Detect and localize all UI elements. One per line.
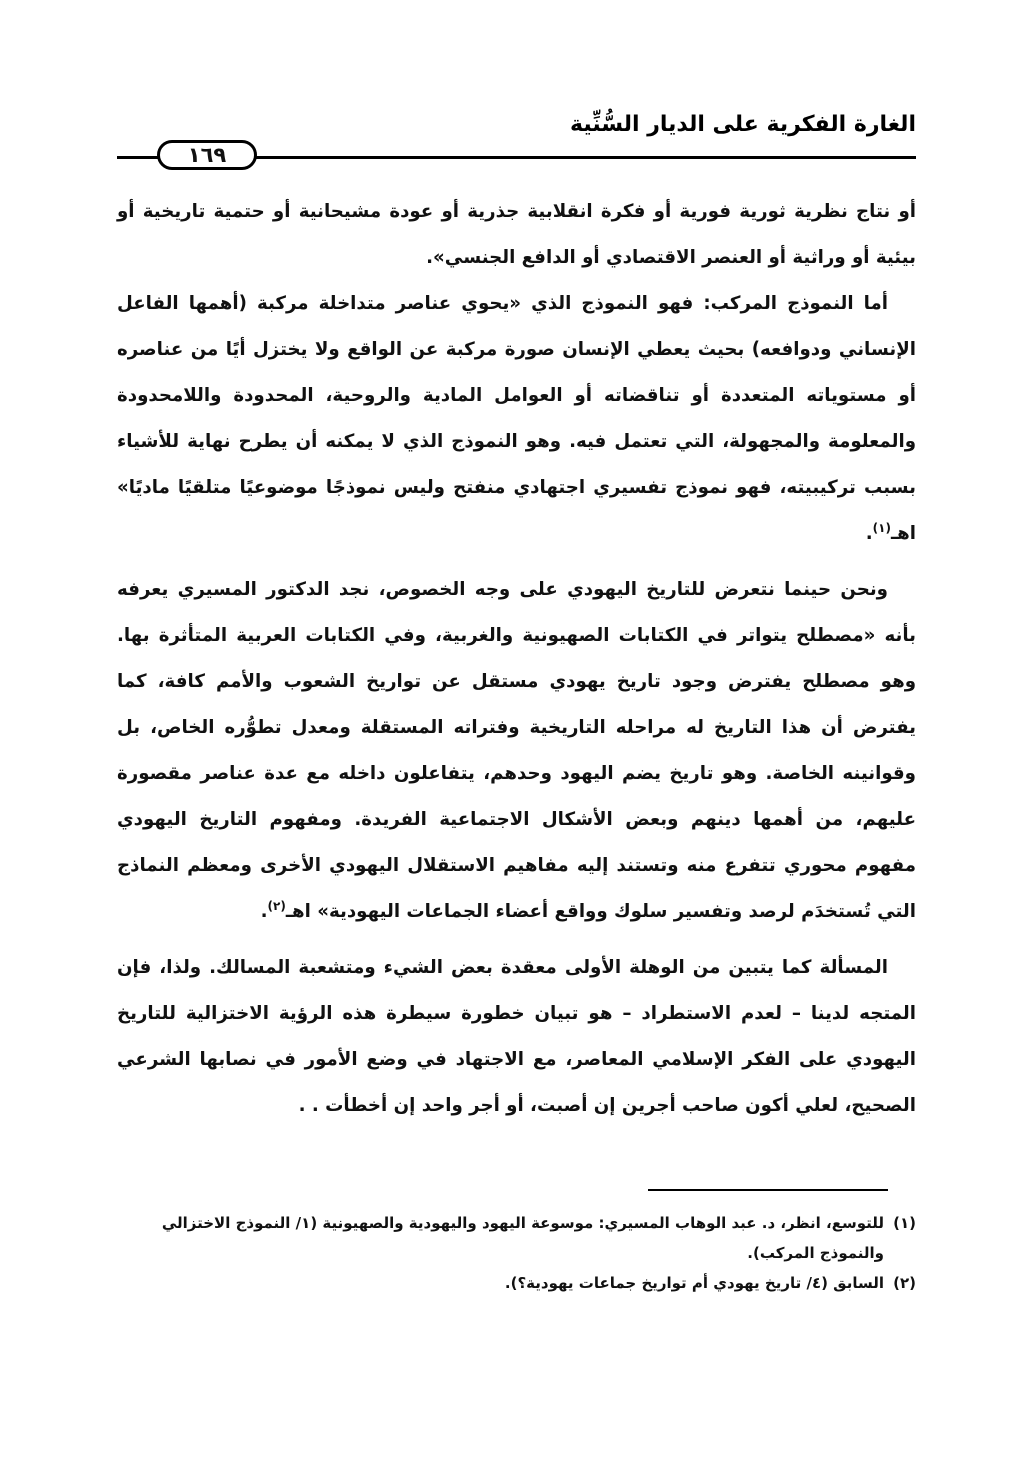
footnote-number: (٢) [893,1274,916,1292]
footnote-text: للتوسع، انظر، د. عبد الوهاب المسيري: موسوعة اليهود واليهودية والصهيونية (١/ النموذج الاختزالي والنموذج المركب). [161,1214,884,1262]
paragraph-4: المسألة كما يتبين من الوهلة الأولى معقدة بعض الشيء ومتشعبة المسالك. ولذا، فإن المتجه لدينا – لعدم الاستطراد – هو تبيان خطورة سيطرة هذه الرؤية الاختزالية للتاريخ اليهودي على الفكر الإسلامي المعاصر، مع الاجتهاد في وضع الأمور في نصابها الشرعي الصحيح، لعلي أكون صاحب أجرين إن أصبت، أو أجر واحد إن أخطأت . . [117,957,916,1116]
footnote-2 [117,1268,916,1298]
footnotes [117,1208,916,1298]
footnote-text: السابق (٤/ تاريخ يهودي أم تواريخ جماعات يهودية؟). [504,1274,884,1292]
paragraph-2-period: . [865,523,873,544]
paragraph-1: أو نتاج نظرية ثورية فورية أو فكرة انقلابية جذرية أو عودة مشيحانية أو حتمية تاريخية أو بيئية أو وراثية أو العنصر الاقتصادي أو الدافع الجنسي». [117,201,916,268]
paragraph-2 [117,281,916,557]
running-header-title: الغارة الفكرية على الديار السُّنِّية [570,112,916,137]
footnote-1 [117,1208,916,1268]
footnote-ref-2: (٢) [267,898,286,913]
paragraph-3 [117,567,916,935]
paragraph-3-text: ونحن حينما نتعرض للتاريخ اليهودي على وجه الخصوص، نجد الدكتور المسيري يعرفه بأنه «مصطلح يتواتر في الكتابات الصهيونية والغربية، وفي الكتابات العربية المتأثرة بها. وهو مصطلح يفترض وجود تاريخ يهودي مستقل عن تواريخ الشعوب والأمم كافة، كما يفترض أن هذا التاريخ له مراحله التاريخية وفتراته المستقلة ومعدل تطوُّره الخاص، بل وقوانينه الخاصة. وهو تاريخ يضم اليهود وحدهم، يتفاعلون داخله مع عدة عناصر مقصورة عليهم، من أهمها دينهم وبعض الأشكال الاجتماعية الفريدة. ومفهوم التاريخ اليهودي مفهوم محوري تتفرع منه وتستند إليه مفاهيم الاستقلال اليهودي الأخرى ومعظم النماذج التي تُستخدَم لرصد وتفسير سلوك وواقع أعضاء الجماعات اليهودية» اهـ [117,579,916,922]
paragraph-3-period: . [260,901,268,922]
footnote-number: (١) [893,1214,916,1232]
page-number-badge: ١٦٩ [157,140,257,170]
main-text [117,189,916,1129]
paragraph-2-text: أما النموذج المركب: فهو النموذج الذي «يحوي عناصر متداخلة مركبة (أهمها الفاعل الإنساني ودوافعه) بحيث يعطي الإنسان صورة مركبة عن الواقع ولا يختزل أيًا من عناصره أو مستوياته المتعددة أو تناقضاته أو العوامل المادية والروحية، المحدودة واللامحدودة والمعلومة والمجهولة، التي تعتمل فيه. وهو النموذج الذي لا يمكنه أن يطرح نهاية للأشياء بسبب تركيبيته، فهو نموذج تفسيري اجتهادي منفتح وليس نموذجًا موضوعيًا متلقيًا ماديًا» اهـ [117,293,916,544]
footnote-separator [648,1189,888,1191]
footnote-ref-1: (١) [872,520,891,535]
